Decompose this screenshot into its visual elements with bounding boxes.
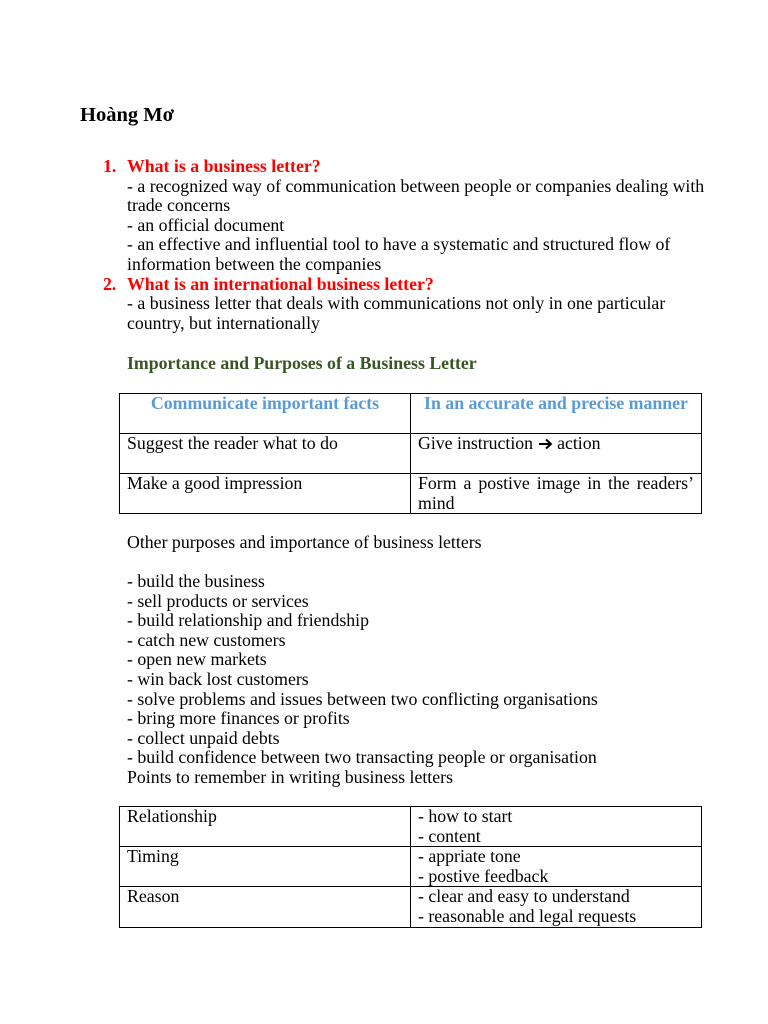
table-cell: Form a postive image in the readers’ mind: [411, 474, 702, 514]
table-row: [120, 807, 702, 847]
list-item: - build the business: [127, 571, 265, 591]
purpose-table: [119, 393, 702, 514]
answer-line: - an effective and influential tool to have a systematic and structured flow of: [127, 234, 671, 255]
other-purposes-intro: Other purposes and importance of business letters: [127, 532, 482, 552]
table-row: [120, 434, 702, 474]
list-item: - open new markets: [127, 649, 267, 670]
detail-line: - reasonable and legal requests: [418, 905, 637, 926]
list-item: - win back lost customers: [127, 668, 309, 689]
list-item: - catch new customers: [127, 629, 286, 650]
table-cell: [411, 887, 702, 927]
detail-line: - content: [418, 825, 481, 846]
table-cell: Make a good impression: [120, 474, 411, 514]
detail-line: - clear and easy to understand: [418, 886, 630, 907]
arrow-right-icon: [538, 438, 553, 450]
table-row: [120, 847, 702, 887]
table-cell: [411, 434, 702, 474]
list-item: - build confidence between two transacting people or organisation: [127, 747, 597, 768]
cell-text: Give instruction: [418, 433, 534, 453]
points-table: [119, 806, 702, 928]
detail-line: - how to start: [418, 806, 513, 826]
question-body: [127, 275, 723, 334]
table-cell: [411, 847, 702, 887]
cell-text: action: [557, 433, 601, 453]
question-item: [103, 275, 723, 334]
table-header-row: [120, 394, 702, 434]
answer-line: - a business letter that deals with communications not only in one particular: [127, 293, 666, 314]
list-item: - bring more finances or profits: [127, 708, 350, 729]
table-row: [120, 474, 702, 514]
question-title: What is a business letter?: [127, 156, 321, 176]
question-number: 2.: [103, 273, 117, 294]
other-purposes-list: [127, 572, 598, 788]
list-item: - build relationship and friendship: [127, 610, 369, 631]
question-item: [103, 157, 723, 275]
table-cell: Reason: [120, 887, 411, 927]
questions-list: [103, 157, 723, 333]
section-heading: Importance and Purposes of a Business Letter: [127, 353, 477, 373]
question-number: 1.: [103, 156, 117, 176]
table-cell: Timing: [120, 847, 411, 887]
table-header-cell: In an accurate and precise manner: [411, 394, 702, 434]
list-item: - solve problems and issues between two conflicting organisations: [127, 688, 598, 709]
answer-line: country, but internationally: [127, 312, 320, 333]
author-name: Hoàng Mơ: [80, 104, 174, 126]
list-item: - collect unpaid debts: [127, 727, 280, 748]
table-header-cell: Communicate important facts: [120, 394, 411, 434]
table-cell: Suggest the reader what to do: [120, 434, 411, 474]
points-heading: Points to remember in writing business letters: [127, 766, 453, 787]
detail-line: - appriate tone: [418, 846, 521, 867]
question-title: What is an international business letter?: [127, 273, 434, 294]
answer-line: trade concerns: [127, 195, 231, 216]
table-cell: [411, 807, 702, 847]
table-row: [120, 887, 702, 927]
answer-line: information between the companies: [127, 253, 382, 274]
detail-line: - postive feedback: [418, 865, 549, 886]
list-item: - sell products or services: [127, 590, 309, 611]
question-body: [127, 157, 723, 275]
answer-line: - a recognized way of communication between people or companies dealing with: [127, 175, 705, 196]
table-cell: Relationship: [120, 807, 411, 847]
answer-line: - an official document: [127, 214, 285, 235]
